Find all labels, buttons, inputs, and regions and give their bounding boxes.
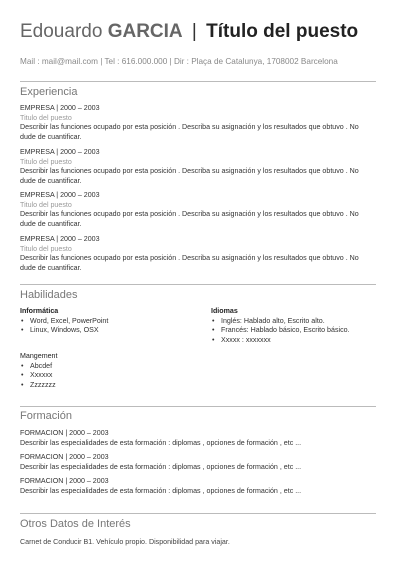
- skills-section-title: Habilidades: [20, 289, 78, 301]
- job-title: Título del puesto: [206, 21, 359, 42]
- education-description: Describir las especialidades de esta formación : diplomas , opciones de formación , etc ...: [20, 462, 302, 471]
- skills-informatica-heading: Informática: [20, 307, 59, 315]
- experience-company: EMPRESA | 2000 – 2003: [20, 191, 100, 199]
- experience-position: Titulo del puesto: [20, 157, 72, 166]
- education-institution: FORMACION | 2000 – 2003: [20, 477, 109, 485]
- header-divider: [20, 81, 376, 82]
- education-entry: [20, 453, 376, 472]
- education-description: Describir las especialidades de esta formación : diplomas , opciones de formación , etc ...: [20, 438, 302, 447]
- last-name: GARCIA: [107, 21, 183, 42]
- skills-idiomas: [211, 307, 381, 345]
- experience-company: EMPRESA | 2000 – 2003: [20, 104, 100, 112]
- experience-description: Describir las funciones ocupado por esta posición . Describa su asignación y los resultados que obtuvo . No dude de cuantificar.: [20, 123, 359, 141]
- experience-entry: [20, 235, 376, 273]
- skills-mangement: [20, 352, 200, 390]
- skill-item: • Word, Excel, PowerPoint: [30, 317, 200, 327]
- education-entry: [20, 477, 376, 496]
- skill-item: • Xxxxxx: [30, 371, 200, 381]
- skill-item: • Xxxxx : xxxxxxx: [221, 336, 381, 346]
- education-section-title: Formación: [20, 410, 72, 422]
- contact-info: Mail : mail@mail.com | Tel : 616.000.000 | Dir : Plaça de Catalunya, 1708002 Barcelona: [20, 57, 338, 66]
- skills-mangement-list: [20, 362, 200, 391]
- education-entry: [20, 429, 376, 448]
- other-details: Carnet de Conducir B1. Vehículo propio. Disponibilidad para viajar.: [20, 538, 230, 546]
- experience-company: EMPRESA | 2000 – 2003: [20, 148, 100, 156]
- experience-company: EMPRESA | 2000 – 2003: [20, 235, 100, 243]
- experience-position: Titulo del puesto: [20, 244, 72, 253]
- title-separator: |: [191, 21, 197, 42]
- skills-informatica-list: [20, 317, 200, 336]
- experience-description: Describir las funciones ocupado por esta posición . Describa su asignación y los resultados que obtuvo . No dude de cuantificar.: [20, 167, 359, 185]
- education-institution: FORMACION | 2000 – 2003: [20, 453, 109, 461]
- experience-entry: [20, 104, 376, 142]
- experience-description: Describir las funciones ocupado por esta posición . Describa su asignación y los resultados que obtuvo . No dude de cuantificar.: [20, 254, 359, 272]
- skill-item: • Linux, Windows, OSX: [30, 326, 200, 336]
- skills-divider: [20, 406, 376, 407]
- experience-description: Describir las funciones ocupado por esta posición . Describa su asignación y los resultados que obtuvo . No dude de cuantificar.: [20, 210, 359, 228]
- skill-item: • Inglés: Hablado alto, Escrito alto.: [221, 317, 381, 327]
- experience-section-title: Experiencia: [20, 86, 78, 98]
- skills-idiomas-list: [211, 317, 381, 346]
- education-divider: [20, 513, 376, 514]
- resume-header-name: [20, 20, 358, 44]
- experience-divider: [20, 284, 376, 285]
- experience-entry: [20, 148, 376, 186]
- skills-informatica: [20, 307, 200, 336]
- skill-item: • Abcdef: [30, 362, 200, 372]
- skills-mangement-heading: Mangement: [20, 352, 58, 360]
- education-description: Describir las especialidades de esta formación : diplomas , opciones de formación , etc ...: [20, 486, 302, 495]
- experience-entry: [20, 191, 376, 229]
- skill-item: • Francés: Hablado básico, Escrito básico.: [221, 326, 381, 336]
- experience-position: Titulo del puesto: [20, 113, 72, 122]
- other-section-title: Otros Datos de Interés: [20, 518, 131, 530]
- experience-position: Titulo del puesto: [20, 200, 72, 209]
- first-name: Edouardo: [20, 21, 103, 42]
- education-institution: FORMACION | 2000 – 2003: [20, 429, 109, 437]
- skills-idiomas-heading: Idiomas: [211, 307, 238, 315]
- skill-item: • Zzzzzzz: [30, 381, 200, 391]
